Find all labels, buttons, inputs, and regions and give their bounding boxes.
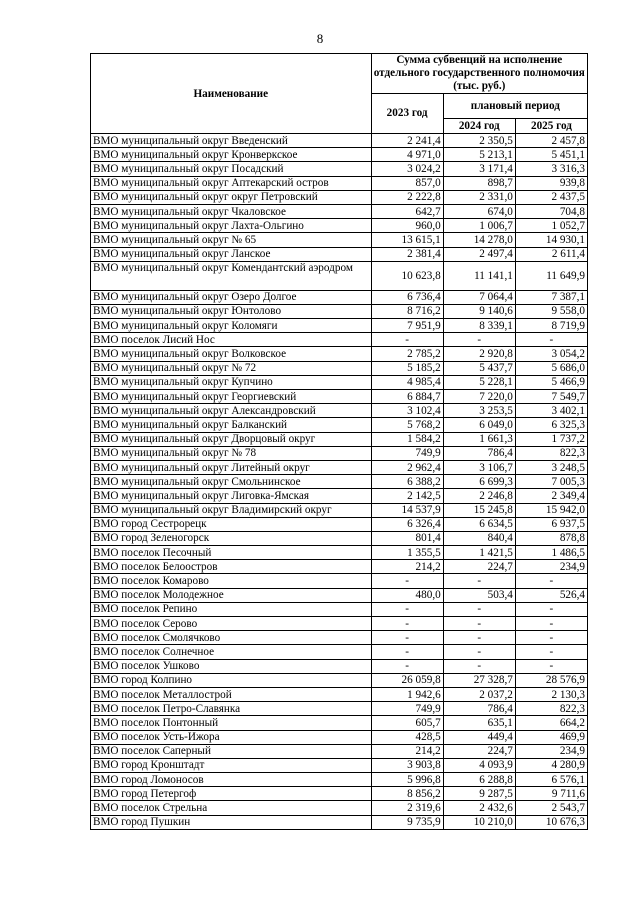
- value-2023-cell: 1 942,6: [371, 687, 443, 701]
- value-2023-cell: 26 059,8: [371, 673, 443, 687]
- value-2025-cell: -: [515, 617, 587, 631]
- value-2025-cell: 6 576,1: [515, 773, 587, 787]
- value-2023-cell: -: [371, 574, 443, 588]
- value-2024-cell: -: [443, 631, 515, 645]
- table-row: [91, 418, 588, 432]
- header-planning-period: плановый период: [443, 94, 587, 119]
- value-2023-cell: 6 388,2: [371, 475, 443, 489]
- table-row: [91, 375, 588, 389]
- value-2025-cell: 2 457,8: [515, 134, 587, 148]
- value-2025-cell: 28 576,9: [515, 673, 587, 687]
- value-2023-cell: -: [371, 659, 443, 673]
- value-2023-cell: 4 971,0: [371, 148, 443, 162]
- value-2024-cell: 2 432,6: [443, 801, 515, 815]
- municipality-name-cell: ВМО муниципальный округ Дворцовый округ: [91, 432, 372, 446]
- municipality-name-cell: ВМО город Пушкин: [91, 815, 372, 829]
- header-subsidy: Сумма субвенций на исполнение отдельного государственного полномочия (тыс. руб.): [371, 54, 587, 94]
- table-row: [91, 319, 588, 333]
- value-2025-cell: 2 349,4: [515, 489, 587, 503]
- value-2025-cell: 526,4: [515, 588, 587, 602]
- municipality-name-cell: ВМО поселок Понтонный: [91, 716, 372, 730]
- value-2024-cell: 5 437,7: [443, 361, 515, 375]
- value-2024-cell: 2 350,5: [443, 134, 515, 148]
- value-2024-cell: 503,4: [443, 588, 515, 602]
- value-2025-cell: 939,8: [515, 176, 587, 190]
- table-row: [91, 730, 588, 744]
- value-2023-cell: 605,7: [371, 716, 443, 730]
- value-2024-cell: 15 245,8: [443, 503, 515, 517]
- value-2025-cell: 6 937,5: [515, 517, 587, 531]
- table-row: [91, 361, 588, 375]
- municipality-name-cell: ВМО поселок Белоостров: [91, 560, 372, 574]
- value-2023-cell: 5 185,2: [371, 361, 443, 375]
- table-row: [91, 702, 588, 716]
- municipality-name-cell: ВМО муниципальный округ Аптекарский остров: [91, 176, 372, 190]
- value-2025-cell: 704,8: [515, 204, 587, 218]
- value-2025-cell: 5 451,1: [515, 148, 587, 162]
- municipality-name-cell: ВМО муниципальный округ Купчино: [91, 375, 372, 389]
- municipality-name-cell: ВМО поселок Солнечное: [91, 645, 372, 659]
- value-2024-cell: 4 093,9: [443, 758, 515, 772]
- value-2025-cell: 7 387,1: [515, 290, 587, 304]
- value-2023-cell: 4 985,4: [371, 375, 443, 389]
- municipality-name-cell: ВМО город Ломоносов: [91, 773, 372, 787]
- header-2024: 2024 год: [443, 119, 515, 134]
- value-2024-cell: 7 064,4: [443, 290, 515, 304]
- municipality-name-cell: ВМО муниципальный округ Чкаловское: [91, 204, 372, 218]
- value-2024-cell: 898,7: [443, 176, 515, 190]
- value-2023-cell: 642,7: [371, 204, 443, 218]
- value-2024-cell: 786,4: [443, 446, 515, 460]
- value-2024-cell: 449,4: [443, 730, 515, 744]
- municipality-name-cell: ВМО муниципальный округ № 65: [91, 233, 372, 247]
- municipality-name-cell: ВМО поселок Усть-Ижора: [91, 730, 372, 744]
- value-2025-cell: 8 719,9: [515, 319, 587, 333]
- value-2025-cell: -: [515, 333, 587, 347]
- table-row: [91, 219, 588, 233]
- value-2024-cell: 9 287,5: [443, 787, 515, 801]
- value-2023-cell: 960,0: [371, 219, 443, 233]
- table-row: [91, 588, 588, 602]
- value-2023-cell: -: [371, 617, 443, 631]
- value-2025-cell: -: [515, 602, 587, 616]
- value-2023-cell: 214,2: [371, 744, 443, 758]
- municipality-name-cell: ВМО муниципальный округ № 78: [91, 446, 372, 460]
- municipality-name-cell: ВМО муниципальный округ Лахта-Ольгино: [91, 219, 372, 233]
- value-2024-cell: 224,7: [443, 744, 515, 758]
- municipality-name-cell: ВМО поселок Репино: [91, 602, 372, 616]
- value-2024-cell: 1 006,7: [443, 219, 515, 233]
- table-row: [91, 162, 588, 176]
- value-2024-cell: 3 106,7: [443, 460, 515, 474]
- municipality-name-cell: ВМО муниципальный округ Посадский: [91, 162, 372, 176]
- value-2023-cell: 10 623,8: [371, 261, 443, 290]
- value-2023-cell: -: [371, 631, 443, 645]
- value-2025-cell: 2 611,4: [515, 247, 587, 261]
- value-2024-cell: 6 699,3: [443, 475, 515, 489]
- value-2023-cell: -: [371, 645, 443, 659]
- value-2024-cell: 27 328,7: [443, 673, 515, 687]
- value-2023-cell: 2 381,4: [371, 247, 443, 261]
- value-2025-cell: 878,8: [515, 531, 587, 545]
- value-2025-cell: 2 130,3: [515, 687, 587, 701]
- municipality-name-cell: ВМО муниципальный округ № 72: [91, 361, 372, 375]
- municipality-name-cell: ВМО муниципальный округ Волковское: [91, 347, 372, 361]
- table-row: [91, 475, 588, 489]
- value-2023-cell: 5 768,2: [371, 418, 443, 432]
- table-row: [91, 602, 588, 616]
- municipality-name-cell: ВМО муниципальный округ Балканский: [91, 418, 372, 432]
- municipality-name-cell: ВМО поселок Петро-Славянка: [91, 702, 372, 716]
- table-row: [91, 134, 588, 148]
- value-2023-cell: 1 584,2: [371, 432, 443, 446]
- value-2023-cell: 8 856,2: [371, 787, 443, 801]
- municipality-name-cell: ВМО муниципальный округ Литейный округ: [91, 460, 372, 474]
- value-2024-cell: 2 246,8: [443, 489, 515, 503]
- value-2023-cell: 749,9: [371, 702, 443, 716]
- value-2025-cell: 10 676,3: [515, 815, 587, 829]
- table-row: [91, 489, 588, 503]
- municipality-name-cell: ВМО муниципальный округ Владимирский округ: [91, 503, 372, 517]
- value-2025-cell: 11 649,9: [515, 261, 587, 290]
- value-2025-cell: 6 325,3: [515, 418, 587, 432]
- municipality-name-cell: ВМО муниципальный округ Кронверкское: [91, 148, 372, 162]
- municipality-name-cell: ВМО поселок Комарово: [91, 574, 372, 588]
- value-2023-cell: 2 785,2: [371, 347, 443, 361]
- value-2025-cell: 822,3: [515, 446, 587, 460]
- value-2025-cell: 1 052,7: [515, 219, 587, 233]
- table-row: [91, 390, 588, 404]
- table-row: [91, 290, 588, 304]
- table-row: [91, 446, 588, 460]
- municipality-name-cell: ВМО поселок Молодежное: [91, 588, 372, 602]
- table-row: [91, 347, 588, 361]
- table-row: [91, 560, 588, 574]
- value-2025-cell: 2 543,7: [515, 801, 587, 815]
- header-2023: 2023 год: [371, 94, 443, 134]
- value-2024-cell: 2 497,4: [443, 247, 515, 261]
- value-2025-cell: -: [515, 659, 587, 673]
- value-2025-cell: 3 248,5: [515, 460, 587, 474]
- value-2023-cell: 14 537,9: [371, 503, 443, 517]
- table-row: [91, 503, 588, 517]
- value-2025-cell: 5 686,0: [515, 361, 587, 375]
- value-2023-cell: 6 326,4: [371, 517, 443, 531]
- value-2025-cell: 7 005,3: [515, 475, 587, 489]
- table-row: [91, 673, 588, 687]
- municipality-name-cell: ВМО поселок Лисий Нос: [91, 333, 372, 347]
- municipality-name-cell: ВМО муниципальный округ Юнтолово: [91, 304, 372, 318]
- value-2025-cell: 14 930,1: [515, 233, 587, 247]
- value-2025-cell: -: [515, 645, 587, 659]
- table-row: [91, 304, 588, 318]
- value-2024-cell: 635,1: [443, 716, 515, 730]
- municipality-name-cell: ВМО поселок Стрельна: [91, 801, 372, 815]
- value-2024-cell: 3 253,5: [443, 404, 515, 418]
- table-row: [91, 148, 588, 162]
- table-row: [91, 531, 588, 545]
- value-2023-cell: 9 735,9: [371, 815, 443, 829]
- value-2025-cell: -: [515, 631, 587, 645]
- municipality-name-cell: ВМО поселок Металлострой: [91, 687, 372, 701]
- table-row: [91, 261, 588, 290]
- municipality-name-cell: ВМО муниципальный округ Введенский: [91, 134, 372, 148]
- value-2025-cell: 1 486,5: [515, 546, 587, 560]
- value-2023-cell: 428,5: [371, 730, 443, 744]
- municipality-name-cell: ВМО муниципальный округ Коломяги: [91, 319, 372, 333]
- value-2024-cell: 1 661,3: [443, 432, 515, 446]
- value-2025-cell: 469,9: [515, 730, 587, 744]
- municipality-name-cell: ВМО муниципальный округ Ланское: [91, 247, 372, 261]
- value-2023-cell: 2 241,4: [371, 134, 443, 148]
- table-row: [91, 787, 588, 801]
- value-2023-cell: 6 736,4: [371, 290, 443, 304]
- municipality-name-cell: ВМО поселок Саперный: [91, 744, 372, 758]
- value-2025-cell: -: [515, 574, 587, 588]
- value-2024-cell: -: [443, 602, 515, 616]
- value-2024-cell: 2 920,8: [443, 347, 515, 361]
- value-2024-cell: 6 634,5: [443, 517, 515, 531]
- value-2023-cell: -: [371, 602, 443, 616]
- value-2023-cell: 3 102,4: [371, 404, 443, 418]
- table-row: [91, 773, 588, 787]
- value-2024-cell: -: [443, 617, 515, 631]
- table-row: [91, 176, 588, 190]
- municipality-name-cell: ВМО муниципальный округ Комендантский аэродром: [91, 261, 372, 290]
- value-2024-cell: 5 213,1: [443, 148, 515, 162]
- municipality-name-cell: ВМО город Колпино: [91, 673, 372, 687]
- municipality-name-cell: ВМО муниципальный округ Лиговка-Ямская: [91, 489, 372, 503]
- value-2023-cell: 2 319,6: [371, 801, 443, 815]
- value-2023-cell: 857,0: [371, 176, 443, 190]
- municipality-name-cell: ВМО поселок Смолячково: [91, 631, 372, 645]
- value-2025-cell: 3 402,1: [515, 404, 587, 418]
- municipality-name-cell: ВМО муниципальный округ Смольнинское: [91, 475, 372, 489]
- value-2024-cell: 224,7: [443, 560, 515, 574]
- value-2024-cell: -: [443, 659, 515, 673]
- value-2024-cell: 14 278,0: [443, 233, 515, 247]
- value-2023-cell: 2 222,8: [371, 190, 443, 204]
- value-2023-cell: 3 903,8: [371, 758, 443, 772]
- value-2023-cell: 5 996,8: [371, 773, 443, 787]
- municipality-name-cell: ВМО город Зеленогорск: [91, 531, 372, 545]
- value-2025-cell: 15 942,0: [515, 503, 587, 517]
- table-row: [91, 247, 588, 261]
- value-2023-cell: 480,0: [371, 588, 443, 602]
- value-2024-cell: 2 331,0: [443, 190, 515, 204]
- value-2025-cell: 9 711,6: [515, 787, 587, 801]
- value-2023-cell: 7 951,9: [371, 319, 443, 333]
- value-2024-cell: 3 171,4: [443, 162, 515, 176]
- value-2023-cell: -: [371, 333, 443, 347]
- value-2023-cell: 801,4: [371, 531, 443, 545]
- value-2023-cell: 13 615,1: [371, 233, 443, 247]
- value-2025-cell: 822,3: [515, 702, 587, 716]
- value-2024-cell: 1 421,5: [443, 546, 515, 560]
- value-2024-cell: 6 049,0: [443, 418, 515, 432]
- value-2024-cell: 786,4: [443, 702, 515, 716]
- table-row: [91, 631, 588, 645]
- value-2024-cell: 11 141,1: [443, 261, 515, 290]
- municipality-name-cell: ВМО поселок Ушково: [91, 659, 372, 673]
- table-body: [91, 134, 588, 830]
- value-2024-cell: 2 037,2: [443, 687, 515, 701]
- value-2023-cell: 214,2: [371, 560, 443, 574]
- table-row: [91, 204, 588, 218]
- municipality-name-cell: ВМО муниципальный округ Александровский: [91, 404, 372, 418]
- page-number: 8: [316, 31, 324, 46]
- value-2025-cell: 1 737,2: [515, 432, 587, 446]
- municipality-name-cell: ВМО город Сестрорецк: [91, 517, 372, 531]
- subventions-table: [90, 53, 588, 830]
- value-2023-cell: 6 884,7: [371, 390, 443, 404]
- table-row: [91, 190, 588, 204]
- value-2024-cell: -: [443, 645, 515, 659]
- value-2025-cell: 234,9: [515, 560, 587, 574]
- table-row: [91, 404, 588, 418]
- value-2025-cell: 3 316,3: [515, 162, 587, 176]
- value-2025-cell: 2 437,5: [515, 190, 587, 204]
- header-name: Наименование: [91, 54, 372, 134]
- value-2024-cell: 9 140,6: [443, 304, 515, 318]
- value-2025-cell: 7 549,7: [515, 390, 587, 404]
- table-row: [91, 460, 588, 474]
- value-2024-cell: 5 228,1: [443, 375, 515, 389]
- value-2023-cell: 2 142,5: [371, 489, 443, 503]
- value-2023-cell: 3 024,2: [371, 162, 443, 176]
- table-row: [91, 517, 588, 531]
- value-2024-cell: 674,0: [443, 204, 515, 218]
- header-2025: 2025 год: [515, 119, 587, 134]
- municipality-name-cell: ВМО поселок Серово: [91, 617, 372, 631]
- table-row: [91, 801, 588, 815]
- municipality-name-cell: ВМО муниципальный округ округ Петровский: [91, 190, 372, 204]
- table-row: [91, 716, 588, 730]
- value-2024-cell: 840,4: [443, 531, 515, 545]
- value-2023-cell: 8 716,2: [371, 304, 443, 318]
- value-2024-cell: 7 220,0: [443, 390, 515, 404]
- table-row: [91, 758, 588, 772]
- table-row: [91, 687, 588, 701]
- table-row: [91, 333, 588, 347]
- value-2024-cell: -: [443, 333, 515, 347]
- table-row: [91, 546, 588, 560]
- municipality-name-cell: ВМО город Кронштадт: [91, 758, 372, 772]
- table-row: [91, 659, 588, 673]
- table-row: [91, 432, 588, 446]
- municipality-name-cell: ВМО муниципальный округ Георгиевский: [91, 390, 372, 404]
- municipality-name-cell: ВМО город Петергоф: [91, 787, 372, 801]
- value-2025-cell: 664,2: [515, 716, 587, 730]
- table-row: [91, 574, 588, 588]
- municipality-name-cell: ВМО муниципальный округ Озеро Долгое: [91, 290, 372, 304]
- value-2025-cell: 9 558,0: [515, 304, 587, 318]
- table-row: [91, 617, 588, 631]
- table-row: [91, 233, 588, 247]
- value-2024-cell: 8 339,1: [443, 319, 515, 333]
- table-row: [91, 815, 588, 829]
- value-2023-cell: 2 962,4: [371, 460, 443, 474]
- value-2024-cell: 10 210,0: [443, 815, 515, 829]
- table-row: [91, 645, 588, 659]
- value-2025-cell: 5 466,9: [515, 375, 587, 389]
- value-2025-cell: 3 054,2: [515, 347, 587, 361]
- value-2025-cell: 234,9: [515, 744, 587, 758]
- value-2025-cell: 4 280,9: [515, 758, 587, 772]
- value-2023-cell: 1 355,5: [371, 546, 443, 560]
- value-2023-cell: 749,9: [371, 446, 443, 460]
- table-row: [91, 744, 588, 758]
- municipality-name-cell: ВМО поселок Песочный: [91, 546, 372, 560]
- value-2024-cell: -: [443, 574, 515, 588]
- value-2024-cell: 6 288,8: [443, 773, 515, 787]
